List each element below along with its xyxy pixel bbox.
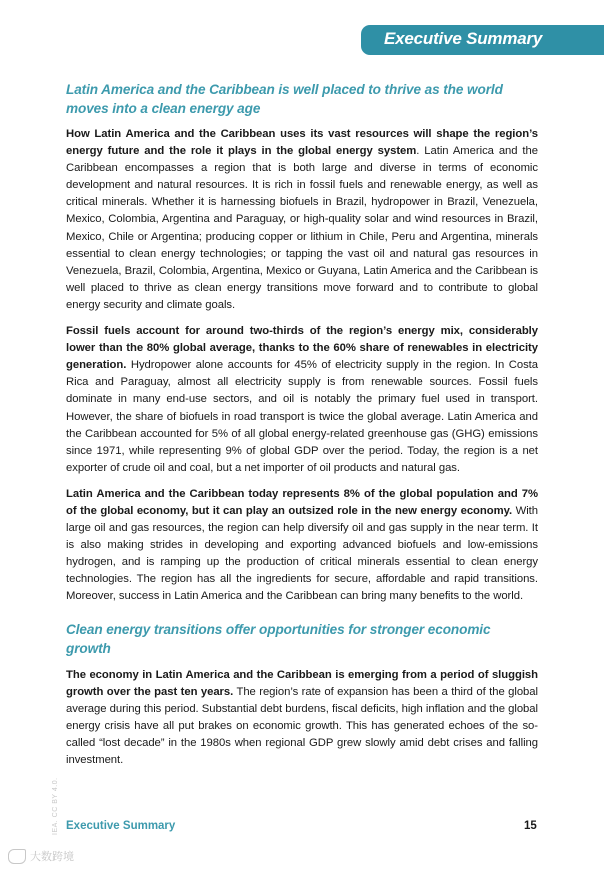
- watermark: [8, 848, 74, 864]
- section-header-tab: [361, 25, 604, 55]
- paragraph-lead: Latin America and the Caribbean today represents 8% of the global population and 7% of the global economy, but it can play an outsized role in the new energy economy.: [66, 487, 538, 517]
- section-heading-1: Latin America and the Caribbean is well placed to thrive as the world moves into a clean energy age: [66, 82, 503, 116]
- paragraph-lead: The economy in Latin America and the Caribbean is emerging from a period of sluggish growth over the past ten years.: [66, 668, 538, 698]
- section-header-label: Executive Summary: [384, 29, 543, 48]
- paragraph: [66, 486, 538, 606]
- paragraph-body: The region’s rate of expansion has been a third of the global average during this period. Substantial debt burdens, fiscal deficits, high inflation and the global energy crisis have all put brakes on economic growth. This has generated echoes of the so-called “lost decade” in the 1980s when regional GDP grew slowly amid debt crises and falling investment.: [66, 685, 538, 766]
- paragraph-body: Hydropower alone accounts for 45% of electricity supply in the region. In Costa Rica and Paraguay, almost all electricity supply is from renewable sources. Fossil fuels dominate in many end-use sectors, and oil is notably the primary fuel used in transport. However, the share of biofuels in road transport is twice the global average. Latin America and the Caribbean accounted for 5% of all global energy-related greenhouse gas (GHG) emissions since 1971, while representing 9% of global GDP over the period. Today, the region is a net exporter of crude oil and coal, but a net importer of oil products and natural gas.: [66, 359, 538, 474]
- paragraph-body: . Latin America and the Caribbean encompasses a region that is both large and diverse in terms of economic development and natural resources. It is rich in fossil fuels and renewable energy, as well as critical minerals. Whether it is harnessing biofuels in Brazil, hydropower in Brazil, Venezuela, Mexico, Colombia, Argentina and Paraguay, or high-quality solar and wind resources in Brazil, Mexico, Chile or Argentina; producing copper or lithium in Chile, Peru and Argentina, minerals essential to clean energy technologies; or tapping the vast oil and natural gas resources in Venezuela, Brazil, Colombia, Argentina, Mexico or Guyana, Latin America and the Caribbean is well placed to thrive as clean energy transitions move forward and to contribute to global energy security and climate goals.: [66, 145, 538, 311]
- footer-title: Executive Summary: [66, 820, 176, 832]
- paragraph: [66, 323, 538, 477]
- paragraph-lead: How Latin America and the Caribbean uses its vast resources will shape the region’s energy future and the role it plays in the global energy system: [66, 128, 538, 158]
- paragraph-lead: Fossil fuels account for around two-thirds of the region’s energy mix, considerably lower than the 80% global average, thanks to the 60% share of renewables in electricity generation.: [66, 325, 538, 372]
- watermark-logo-icon: [8, 849, 26, 864]
- section-heading-2: Clean energy transitions offer opportunities for stronger economic growth: [66, 621, 491, 656]
- license-note: IEA. CC BY 4.0.: [52, 777, 59, 835]
- paragraph: [66, 126, 538, 314]
- paragraph: [66, 667, 538, 770]
- page-number: 15: [524, 820, 537, 832]
- page-content: [66, 80, 538, 778]
- watermark-text: 大数跨境: [30, 851, 74, 863]
- paragraph-body: With large oil and gas resources, the region can help diversify oil and gas supply in the near term. It is also making strides in developing and exporting advanced biofuels and low-emissions hydrogen, and is ramping up the production of critical minerals essential to clean energy technologies. The region has all the ingredients for secure, affordable and rapid transitions. Moreover, success in Latin America and the Caribbean can bring many benefits to the world.: [66, 504, 538, 603]
